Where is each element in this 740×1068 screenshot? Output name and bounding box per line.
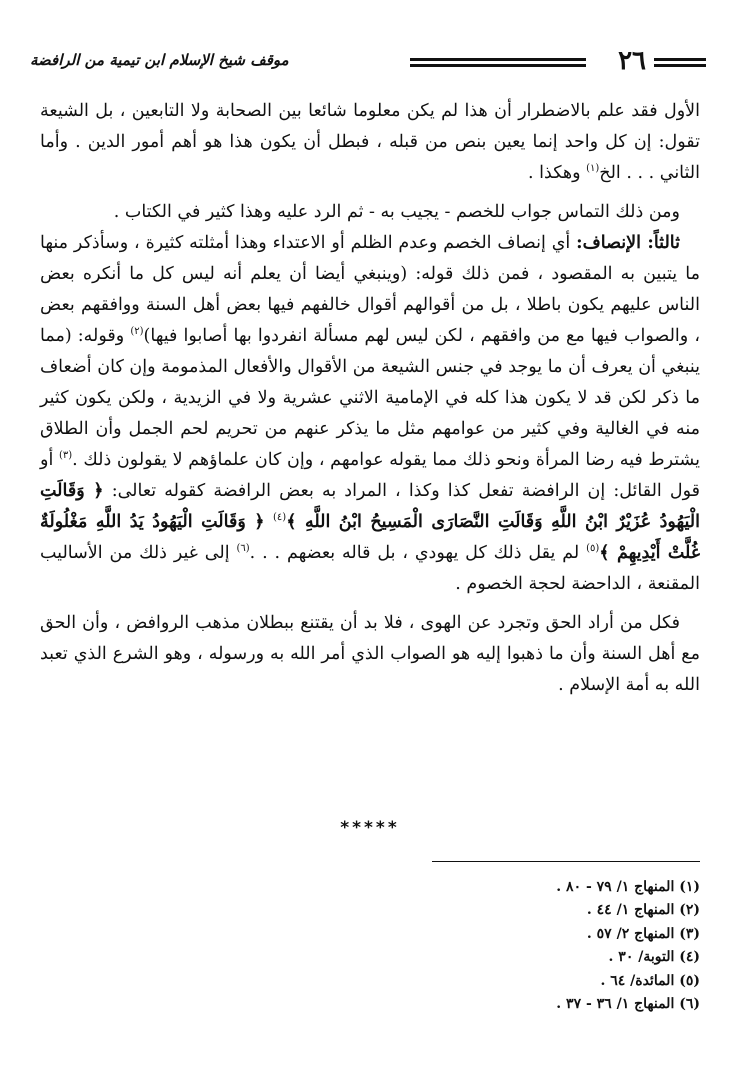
paragraph-1 (40, 96, 700, 189)
paragraph-1-text: الأول فقد علم بالاضطرار أن هذا لم يكن معلوما شائعا بين الصحابة ولا التابعين ، بل الشيعة تقول: إن كل واحد إنما يعين بنص من قبله ، فبطل أن يكون هذا هو أهم أمور الدين . وأما الثاني . . . الخ (40, 101, 700, 183)
footnote-6: (٦) المنهاج ١/ ٣٦ - ٣٧ . (556, 996, 700, 1013)
footnote-1: (١) المنهاج ١/ ٧٩ - ٨٠ . (556, 879, 700, 895)
running-title: موقف شيخ الإسلام ابن تيمية من الرافضة (30, 51, 289, 69)
quran-verse-2: ﴿ وَقَالَتِ الْيَهُودُ يَدُ اللَّهِ مَغْلُولَةٌ غُلَّتْ أَيْدِيهِمْ ﴾ (40, 512, 700, 563)
header-rule-middle (410, 58, 586, 70)
footnotes (360, 876, 700, 1016)
paragraph-2 (40, 197, 700, 228)
paragraph-3 (40, 228, 700, 600)
footnote-ref-6: (٦) (236, 543, 250, 555)
footnote-ref-1: (١) (586, 163, 600, 175)
paragraph-3-part-a: أي إنصاف الخصم وعدم الظلم أو الاعتداء وهذا أمثلته كثيرة ، وسأذكر منها ما يتبين به المقصود ، فمن ذلك قوله: (وينبغي أيضا أن يعلم أنه ليس كل ما أنكره بعض الناس عليهم يكون باطلا ، بل من أقوالهم أقوال خالفهم فيها بعض أهل السنة ووافقهم بعض ، والصواب فيها مع من وافقهم ، لكن ليس لهم مسألة انفردوا بها أصابوا فيها) (40, 233, 700, 346)
footnote-5: (٥) المائدة/ ٦٤ . (600, 972, 700, 989)
paragraph-2-text: ومن ذلك التماس جواب للخصم - يجيب به - ثم الرد عليه وهذا كثير في الكتاب . (113, 202, 680, 222)
footnote-3: (٣) المنهاج ٢/ ٥٧ . (586, 925, 700, 942)
header-rule-right (654, 58, 706, 70)
footnote-4: (٤) التوبة/ ٣٠ . (608, 949, 700, 966)
quran-verse-1: ﴿ وَقَالَتِ الْيَهُودُ عُزَيْرٌ ابْنُ اللَّهِ وَقَالَتِ النَّصَارَى الْمَسِيحُ ابْنُ اللَّهِ ﴾ (40, 481, 700, 532)
footnote-2: (٢) المنهاج ١/ ٤٤ . (586, 902, 700, 919)
footnote-rule (432, 861, 700, 862)
footnote-ref-4: (٤) (273, 512, 287, 524)
footnote-ref-3: (٣) (58, 450, 73, 462)
page-number: ٢٦ (618, 46, 646, 76)
paragraph-3-part-e: إلى غير ذلك من الأساليب المقنعة ، الداحضة لحجة الخصوم . (40, 543, 700, 594)
paragraph-4 (40, 608, 700, 701)
running-header (30, 44, 706, 80)
footnote-ref-5: (٥) (586, 543, 600, 555)
paragraph-1-end: وهكذا . (528, 163, 587, 183)
section-separator: ***** (340, 818, 400, 838)
paragraph-3-part-d: لم يقل ذلك كل يهودي ، بل قاله بعضهم . . . (249, 543, 587, 563)
main-text (40, 96, 700, 701)
section-term: ثالثاً: الإنصاف: (576, 233, 680, 253)
paragraph-3-part-b: وقوله: (مما ينبغي أن يعرف أن ما يوجد في جنس الشيعة من الأقوال والأفعال المذمومة وإن كان أضعاف ما ذكر لكن قد لا يكون هذا كله في الإمامية الاثني عشرية ولا في الزيدية ، ولكن يكون كثير منه في الغالية وفي كثير من عوامهم مثل ما يذكر عنهم من تحريم لحم الجمل وأن الطلاق يشترط فيه رضا المرأة ونحو ذلك مما يقوله عوامهم ، وإن كان علماؤهم لا يقولون ذلك . (40, 326, 700, 470)
footnote-ref-2: (٢) (130, 326, 144, 338)
paragraph-4-text: فكل من أراد الحق وتجرد عن الهوى ، فلا بد أن يقتنع ببطلان مذهب الروافض ، وأن الحق مع أهل السنة وأن ما ذهبوا إليه هو الصواب الذي أمر الله به ورسوله ، وهو الشرع الذي تعبد الله به أمة الإسلام . (40, 613, 700, 695)
paragraph-3-part-c: أو قول القائل: إن الرافضة تفعل كذا وكذا ، المراد به بعض الرافضة كقوله تعالى: (40, 450, 701, 501)
